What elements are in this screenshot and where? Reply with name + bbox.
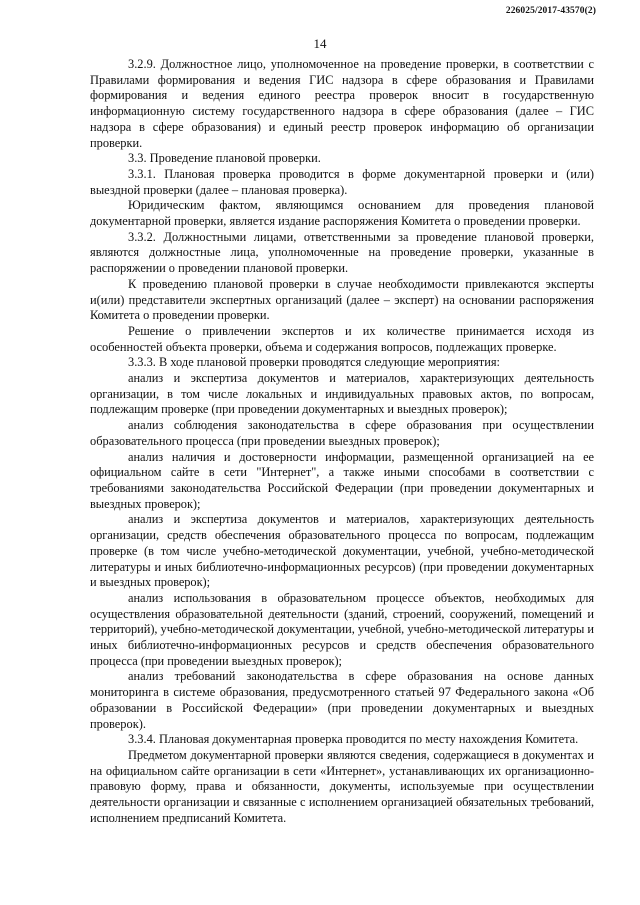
paragraph-3-3-heading: 3.3. Проведение плановой проверки. — [128, 151, 321, 166]
document-number: 226025/2017-43570(2) — [505, 6, 596, 16]
paragraph-3-3-3: 3.3.3. В ходе плановой проверки проводятся следующие мероприятия: — [128, 355, 500, 370]
paragraph-3-3-4: 3.3.4. Плановая документарная проверка проводится по месту нахождения Комитета. — [128, 732, 579, 747]
list-item-analysis-compliance: анализ соблюдения законодательства в сфере образования при осуществлении образовательного процесса (при проведении выездных проверок); — [90, 418, 594, 448]
paragraph-experts: К проведению плановой проверки в случае необходимости привлекаются эксперты и(или) представители экспертных организаций (далее – эксперт) на основании распоряжения Комитета о проведении проверки. — [90, 276, 594, 323]
paragraph-3-3-1: 3.3.1. Плановая проверка проводится в форме документарной проверки и (или) выездной проверки (далее – плановая проверка). — [90, 166, 594, 197]
paragraph-3-3-2: 3.3.2. Должностными лицами, ответственными за проведение плановой проверки, являются должностные лица, уполномоченные на проведение проверки, указанные в распоряжении о проведении плановой проверки. — [90, 229, 594, 276]
paragraph-subject: Предметом документарной проверки являются сведения, содержащиеся в документах и на официальном сайте организации в сети «Интернет», устанавливающих их организационно-правовую форму, права и обязанности, документы, используемые при осуществлении деятельности организации и связанные с исполнением организацией обязательных требований, исполнением предписаний Комитета. — [90, 747, 594, 825]
paragraph-experts-decision: Решение о привлечении экспертов и их количестве принимается исходя из особенностей объекта проверки, объема и содержания вопросов, подлежащих проверке. — [90, 323, 594, 354]
list-item-analysis-documents: анализ и экспертиза документов и материалов, характеризующих деятельность организации, в том числе локальных и индивидуальных правовых актов, по вопросам, подлежащим проверке (при проведении документарных и выездных проверок); — [90, 371, 594, 417]
paragraph-3-2-9: 3.2.9. Должностное лицо, уполномоченное на проведение проверки, в соответствии с Правилами формирования и ведения ГИС надзора в сфере образования и Правилами формирования и ведения единого реестра проверок вносит в государственную информационную систему государственного надзора в сфере образования (далее – ГИС надзора в сфере образования) и единый реестр проверок информацию об организации проверки. — [90, 57, 594, 150]
paragraph-legal-fact: Юридическим фактом, являющимся основанием для проведения плановой документарной проверки, является издание распоряжения Комитета о проведении проверки. — [90, 198, 594, 229]
list-item-analysis-objects: анализ использования в образовательном процессе объектов, необходимых для осуществления образовательной деятельности (зданий, строений, сооружений, помещений и территорий), учебно-методической документации, учебной, учебно-методической литературы и иных библиотечно-информационных ресурсов и средств обеспечения образовательного процесса (при проведении выездных проверок); — [90, 590, 594, 668]
document-body — [90, 57, 594, 826]
list-item-analysis-means: анализ и экспертиза документов и материалов, характеризующих деятельность организации, средств обеспечения образовательного процесса по вопросам, подлежащим проверке (в том числе учебно-методической документации, учебной, учебно-методической литературы и иных библиотечно-информационных ресурсов) (при проведении документарных и выездных проверок); — [90, 512, 594, 590]
list-item-analysis-monitoring: анализ требований законодательства в сфере образования на основе данных мониторинга в системе образования, предусмотренного статьей 97 Федерального закона «Об образовании в Российской Федерации» (при проведении документарных и выездных проверок). — [90, 669, 594, 731]
list-item-analysis-website: анализ наличия и достоверности информации, размещенной организацией на ее официальном сайте в сети "Интернет", а также иными способами в соответствии с требованиями законодательства Российской Федерации (при проведении документарных и выездных проверок); — [90, 449, 594, 511]
page-number: 14 — [313, 36, 327, 51]
